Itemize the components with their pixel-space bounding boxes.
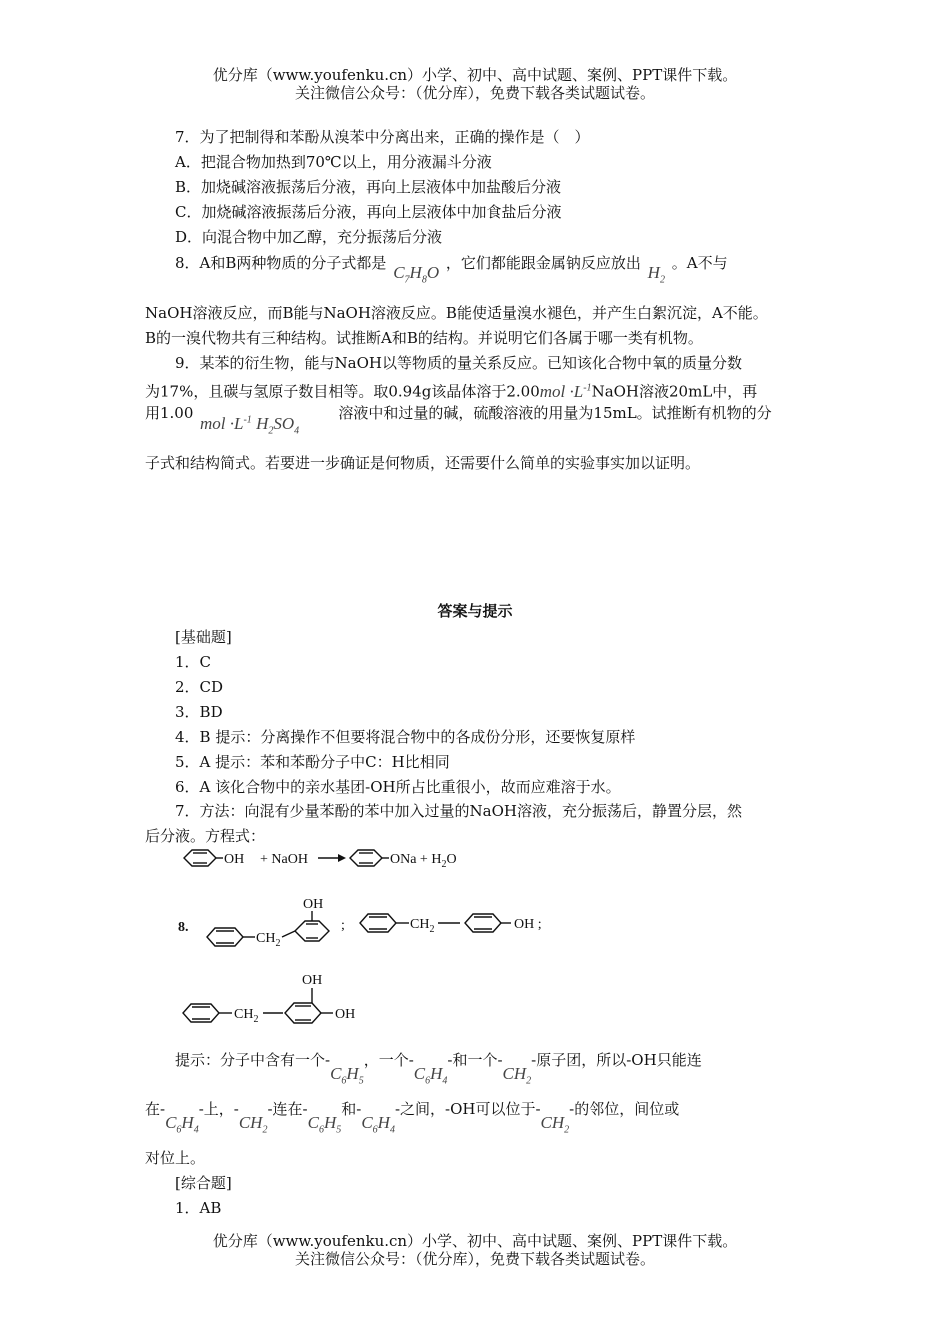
answer-7-line-2: 后分液。方程式： — [145, 827, 266, 845]
hint-text: -上，- — [198, 1100, 239, 1118]
q9-line-4: 子式和结构简式。若要进一步确证是何物质，还需要什么简单的实验事实加以证明。 — [145, 454, 701, 472]
unit-mol-per-l: mol $\cdot L^{-1}$ — [539, 381, 592, 401]
q7-stem: 7．为了把制得和苯酚从溴苯中分离出来，正确的操作是（ ） — [175, 128, 590, 146]
comp-heading: [综合题] — [175, 1174, 232, 1192]
q9-line-2 — [145, 378, 757, 402]
hint-text: 提示：分子中含有一个- — [175, 1051, 331, 1069]
header-line-1: 优分库（www.youfenku.cn）小学、初中、高中试题、案例、PPT课件下载。 — [212, 66, 738, 84]
q8-part2: ，它们都能跟金属钠反应放出 — [445, 254, 641, 272]
ch2-label: $CH_2$ — [410, 917, 435, 935]
formula-mol-h2so4: mol $\cdot L^{-1}$ $H_2SO_4$ — [200, 414, 300, 437]
formula-c6h5: $C_6H_5$ — [330, 1064, 364, 1087]
benzene-ring-icon — [207, 928, 243, 946]
eq-oh: OH — [224, 852, 245, 867]
answer-8-structures-row-1 — [175, 893, 575, 953]
q9-line-2b: NaOH溶液20mL中，再 — [591, 382, 758, 401]
answer-4: 4．B 提示：分离操作不但要将混合物中的各成份分形，还要恢复原样 — [175, 728, 636, 746]
eq-product: ONa + $H_2O$ — [390, 852, 457, 870]
q9-line-3a: 用1.00 — [145, 404, 194, 422]
formula-c6h5: $C_6H_5$ — [307, 1113, 342, 1136]
answer-5: 5．A 提示：苯和苯酚分子中C：H比相同 — [175, 753, 450, 771]
reaction-equation — [178, 845, 478, 873]
formula-ch2: $CH_2$ — [502, 1064, 532, 1087]
oh-label: OH — [335, 1007, 356, 1022]
q9-line-2a: 为17%，且碳与氢原子数目相等。取0.94g该晶体溶于2.00 — [145, 382, 540, 401]
hint-line-2 — [145, 1099, 680, 1136]
oh-label-end: OH ; — [514, 917, 542, 932]
formula-ch2: $CH_2$ — [238, 1113, 268, 1136]
hint-text: 和- — [341, 1100, 362, 1118]
footer-line-2: 关注微信公众号：（优分库），免费下载各类试题试卷。 — [294, 1250, 655, 1268]
q7-option-d: D．向混合物中加乙醇，充分振荡后分液 — [175, 228, 443, 246]
q7-option-c: C．加烧碱溶液振荡后分液，再向上层液体中加食盐后分液 — [175, 203, 562, 221]
footer-line-1: 优分库（www.youfenku.cn）小学、初中、高中试题、案例、PPT课件下载。 — [212, 1232, 738, 1250]
benzene-ring-icon — [183, 1004, 219, 1022]
hint-text: ，一个- — [363, 1051, 414, 1069]
answer-8-structures-row-2 — [175, 968, 405, 1028]
q8-part3: 。A不与 — [671, 254, 728, 272]
header-line-2: 关注微信公众号：（优分库），免费下载各类试题试卷。 — [294, 84, 655, 102]
q9-line-1: 9．某苯的衍生物，能与NaOH以等物质的量关系反应。已知该化合物中氧的质量分数 — [175, 354, 742, 372]
benzene-ring-icon — [360, 914, 396, 932]
q9-line-3b: 溶液中和过量的碱，硫酸溶液的用量为15mL。试推断有机物的分 — [338, 404, 772, 422]
answer-3: 3．BD — [175, 703, 223, 721]
answers-title: 答案与提示 — [437, 602, 513, 620]
hint-text: -之间，-OH可以位于- — [394, 1100, 541, 1118]
formula-c6h4: $C_6H_4$ — [361, 1113, 395, 1136]
formula-c7h8o: $C_7H_8O$ — [393, 263, 440, 286]
separator: ; — [341, 918, 345, 933]
benzene-ring-icon — [285, 1003, 321, 1023]
hint-text: -的邻位，间位或 — [569, 1100, 680, 1118]
hint-line-1 — [175, 1050, 702, 1087]
answer-8-number: 8. — [178, 920, 189, 935]
answer-7-line-1: 7．方法：向混有少量苯酚的苯中加入过量的NaOH溶液，充分振荡后，静置分层，然 — [175, 802, 742, 820]
answer-2: 2．CD — [175, 678, 224, 696]
oh-label: OH — [303, 897, 324, 912]
q7-option-a: A．把混合物加热到70℃以上，用分液漏斗分液 — [175, 153, 492, 171]
q7-option-b: B．加烧碱溶液振荡后分液，再向上层液体中加盐酸后分液 — [175, 178, 562, 196]
comp-answer-1: 1．AB — [175, 1199, 222, 1217]
q8-part1: 8．A和B两种物质的分子式都是 — [175, 254, 387, 272]
ch2-label: $CH_2$ — [234, 1007, 259, 1025]
eq-naoh: + NaOH — [260, 852, 308, 867]
oh-label: OH — [302, 973, 323, 988]
formula-c6h4: $C_6H_4$ — [413, 1064, 448, 1087]
hint-line-3: 对位上。 — [145, 1149, 206, 1167]
answer-1: 1．C — [175, 653, 212, 671]
q8-line-1 — [175, 253, 728, 286]
answer-6: 6．A 该化合物中的亲水基团-OH所占比重很小，故而应难溶于水。 — [175, 778, 621, 796]
basic-heading: [基础题] — [175, 628, 232, 646]
hint-text: -连在- — [267, 1100, 308, 1118]
benzene-ring-icon — [184, 850, 216, 866]
formula-h2: $H_2$ — [647, 263, 665, 286]
hint-text: 在- — [145, 1100, 166, 1118]
hint-text: -和一个- — [447, 1051, 503, 1069]
ch2-label: $CH_2$ — [256, 931, 281, 949]
formula-c6h4: $C_6H_4$ — [165, 1113, 199, 1136]
benzene-ring-icon — [295, 921, 329, 941]
q8-line-3: B的一溴代物共有三种结构。试推断A和B的结构。并说明它们各属于哪一类有机物。 — [145, 329, 703, 347]
hint-text: -原子团，所以-OH只能连 — [531, 1051, 702, 1069]
benzene-ring-icon — [350, 850, 382, 866]
q8-line-2: NaOH溶液反应，而B能与NaOH溶液反应。B能使适量溴水褪色，并产生白絮沉淀，A不能。 — [145, 304, 768, 322]
benzene-ring-icon — [465, 914, 501, 932]
formula-ch2: $CH_2$ — [540, 1113, 570, 1136]
